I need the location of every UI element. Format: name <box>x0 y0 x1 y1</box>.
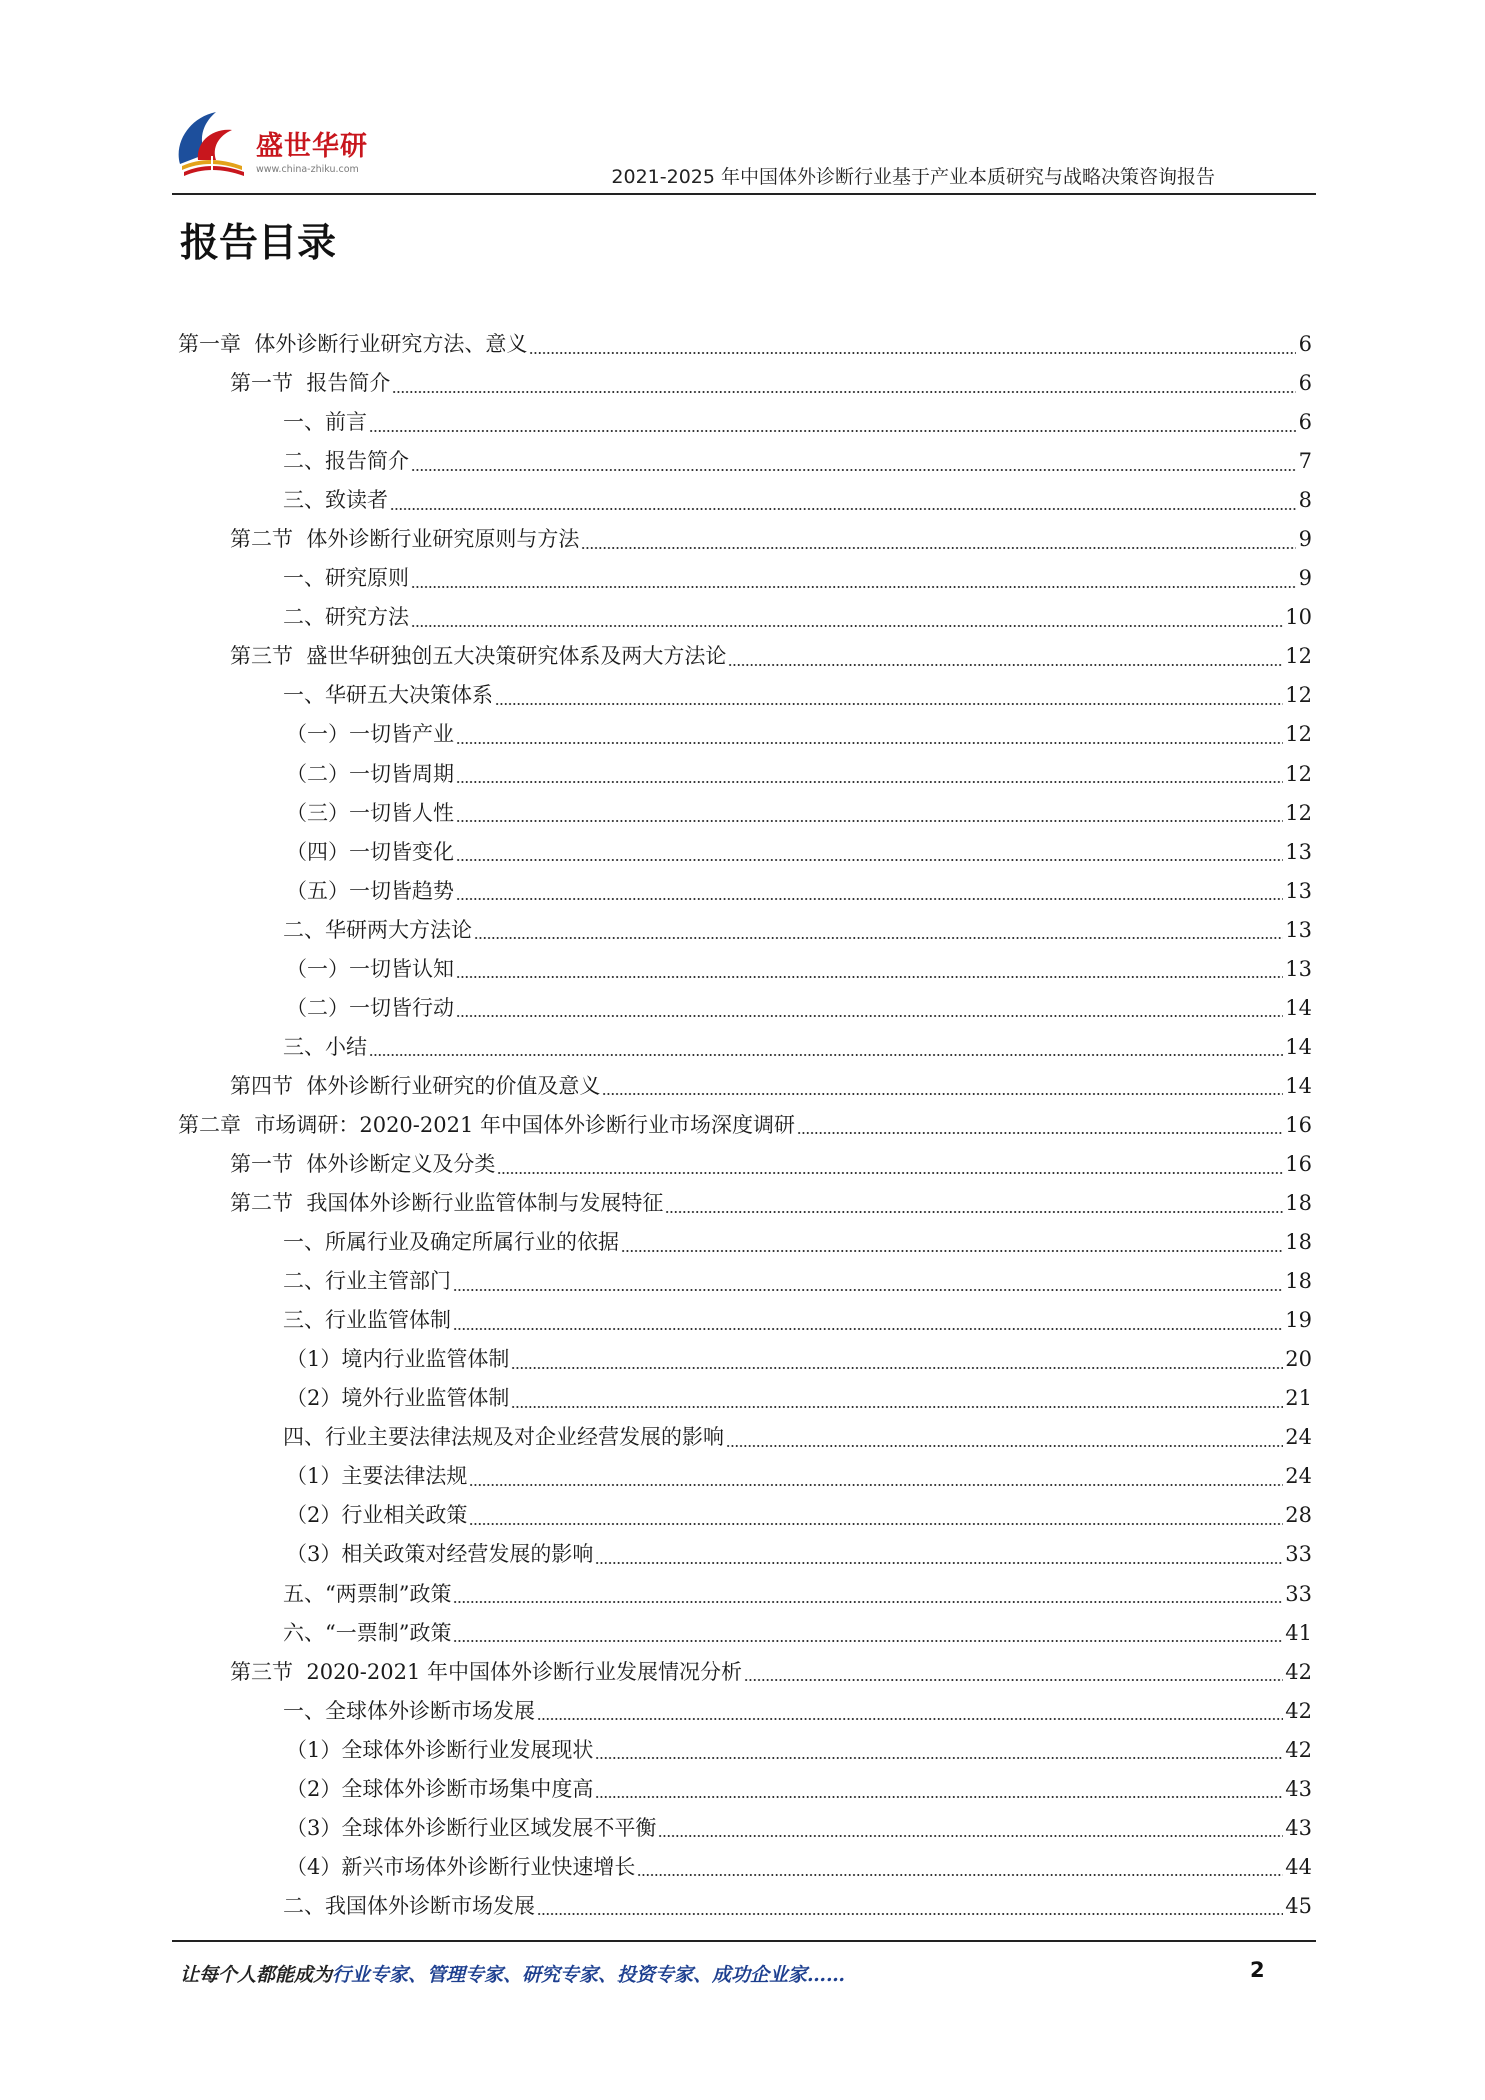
toc-entry-label: 第一章 体外诊断行业研究方法、意义 <box>178 332 528 357</box>
toc-entry-page: 21 <box>1285 1386 1312 1411</box>
toc-entry-label: 一、所属行业及确定所属行业的依据 <box>283 1230 619 1255</box>
toc-entry-page: 33 <box>1285 1581 1312 1606</box>
toc-dot-leader <box>621 1249 1283 1253</box>
toc-entry[interactable] <box>178 1379 1312 1418</box>
toc-entry-page: 8 <box>1298 488 1312 513</box>
toc-entry-page: 9 <box>1298 566 1312 591</box>
toc-entry-page: 20 <box>1285 1347 1312 1372</box>
toc-entry[interactable] <box>178 1614 1312 1653</box>
toc-entry[interactable] <box>178 1262 1312 1301</box>
toc-entry-page: 7 <box>1298 449 1312 474</box>
toc-dot-leader <box>369 1053 1283 1057</box>
toc-dot-leader <box>469 1522 1283 1526</box>
toc-dot-leader <box>456 1014 1283 1018</box>
toc-entry-label: 一、前言 <box>283 410 367 435</box>
toc-entry[interactable] <box>178 1223 1312 1262</box>
toc-entry[interactable] <box>178 520 1312 559</box>
toc-entry[interactable] <box>178 676 1312 715</box>
toc-entry[interactable] <box>178 1340 1312 1379</box>
toc-entry-page: 18 <box>1285 1191 1312 1216</box>
toc-entry-label: 五、“两票制”政策 <box>283 1581 452 1606</box>
toc-entry-label: （2）全球体外诊断市场集中度高 <box>286 1776 594 1801</box>
toc-entry-page: 12 <box>1285 800 1312 825</box>
toc-entry-label: （四）一切皆变化 <box>286 839 454 864</box>
toc-dot-leader <box>456 897 1283 901</box>
toc-entry-page: 14 <box>1285 995 1312 1020</box>
toc-entry[interactable] <box>178 1145 1312 1184</box>
toc-dot-leader <box>744 1678 1283 1682</box>
toc-entry-page: 33 <box>1285 1542 1312 1567</box>
toc-entry-page: 9 <box>1298 527 1312 552</box>
toc-entry-page: 16 <box>1285 1152 1312 1176</box>
toc-entry[interactable] <box>178 989 1312 1028</box>
toc-entry-label: 三、致读者 <box>283 488 388 513</box>
toc-dot-leader <box>529 351 1296 355</box>
toc-dot-leader <box>637 1873 1283 1877</box>
toc-entry-label: （1）全球体外诊断行业发展现状 <box>286 1737 594 1762</box>
toc-entry[interactable] <box>178 950 1312 989</box>
toc-entry-label: 第四节 体外诊断行业研究的价值及意义 <box>230 1073 601 1098</box>
toc-entry[interactable] <box>178 559 1312 598</box>
toc-dot-leader <box>537 1717 1283 1721</box>
toc-entry[interactable] <box>178 637 1312 676</box>
header-divider <box>172 193 1316 195</box>
toc-entry-label: （五）一切皆趋势 <box>286 878 454 903</box>
page-title: 报告目录 <box>180 221 337 266</box>
toc-entry-label: 一、全球体外诊断市场发展 <box>283 1698 535 1723</box>
toc-entry-page: 13 <box>1285 956 1312 981</box>
toc-entry-label: 第三节 盛世华研独创五大决策研究体系及两大方法论 <box>230 644 727 669</box>
toc-entry[interactable] <box>178 442 1312 481</box>
toc-dot-leader <box>658 1834 1283 1838</box>
toc-entry[interactable] <box>178 1692 1312 1731</box>
toc-dot-leader <box>369 429 1296 433</box>
toc-entry-page: 13 <box>1285 839 1312 864</box>
toc-entry[interactable] <box>178 403 1312 442</box>
toc-entry-label: （一）一切皆产业 <box>286 722 454 747</box>
toc-entry-page: 6 <box>1298 332 1312 357</box>
toc-entry-label: 第一节 体外诊断定义及分类 <box>230 1152 496 1176</box>
toc-dot-leader <box>595 1561 1283 1565</box>
toc-entry-page: 42 <box>1285 1659 1312 1684</box>
toc-entry[interactable] <box>178 1653 1312 1692</box>
toc-entry[interactable] <box>178 794 1312 833</box>
toc-entry-page: 6 <box>1298 371 1312 396</box>
toc-entry-label: （二）一切皆行动 <box>286 995 454 1020</box>
toc-entry-page: 45 <box>1285 1893 1312 1918</box>
toc-entry[interactable] <box>178 1848 1312 1887</box>
toc-dot-leader <box>456 858 1283 862</box>
toc-entry-label: 六、“一票制”政策 <box>283 1620 452 1645</box>
toc-entry-label: （二）一切皆周期 <box>286 761 454 786</box>
toc-dot-leader <box>456 780 1283 784</box>
table-of-contents <box>178 325 1312 1926</box>
toc-entry-page: 42 <box>1285 1698 1312 1723</box>
toc-entry[interactable] <box>178 1809 1312 1848</box>
footer-divider <box>172 1940 1316 1942</box>
toc-dot-leader <box>453 1288 1283 1292</box>
toc-dot-leader <box>497 1171 1283 1175</box>
toc-entry[interactable] <box>178 481 1312 520</box>
toc-entry[interactable] <box>178 1575 1312 1614</box>
toc-entry[interactable] <box>178 1731 1312 1770</box>
toc-entry-page: 18 <box>1285 1269 1312 1294</box>
toc-entry-page: 12 <box>1285 722 1312 747</box>
toc-entry[interactable] <box>178 1301 1312 1340</box>
toc-dot-leader <box>797 1131 1283 1135</box>
toc-dot-leader <box>511 1366 1283 1370</box>
toc-dot-leader <box>456 975 1283 979</box>
toc-entry[interactable] <box>178 1887 1312 1926</box>
toc-entry[interactable] <box>178 1418 1312 1457</box>
toc-dot-leader <box>456 819 1283 823</box>
toc-entry-label: （三）一切皆人性 <box>286 800 454 825</box>
toc-entry-label: （1）境内行业监管体制 <box>286 1347 510 1372</box>
toc-dot-leader <box>665 1210 1283 1214</box>
toc-entry-page: 14 <box>1285 1034 1312 1059</box>
toc-entry-page: 12 <box>1285 683 1312 708</box>
toc-entry-page: 24 <box>1285 1425 1312 1450</box>
toc-entry[interactable] <box>178 755 1312 794</box>
toc-entry-page: 12 <box>1285 761 1312 786</box>
toc-entry-label: 二、报告简介 <box>283 449 409 474</box>
toc-entry-page: 28 <box>1285 1503 1312 1528</box>
toc-entry-label: （3）全球体外诊断行业区域发展不平衡 <box>286 1815 657 1840</box>
page-number: 2 <box>1250 1958 1265 1982</box>
toc-entry-page: 42 <box>1285 1737 1312 1762</box>
toc-entry-page: 41 <box>1285 1620 1312 1645</box>
toc-entry[interactable] <box>178 1457 1312 1496</box>
toc-dot-leader <box>495 702 1283 706</box>
toc-entry-page: 43 <box>1285 1776 1312 1801</box>
toc-dot-leader <box>537 1912 1283 1916</box>
toc-entry-label: （2）行业相关政策 <box>286 1503 468 1528</box>
toc-entry-label: 一、研究原则 <box>283 566 409 591</box>
toc-dot-leader <box>392 390 1296 394</box>
toc-entry-label: （一）一切皆认知 <box>286 956 454 981</box>
toc-dot-leader <box>456 741 1283 745</box>
toc-entry-label: 二、华研两大方法论 <box>283 917 472 942</box>
toc-entry-page: 44 <box>1285 1854 1312 1879</box>
toc-entry-page: 12 <box>1285 644 1312 669</box>
toc-dot-leader <box>595 1756 1283 1760</box>
toc-entry-label: （4）新兴市场体外诊断行业快速增长 <box>286 1854 636 1879</box>
toc-entry[interactable] <box>178 598 1312 637</box>
toc-entry[interactable] <box>178 872 1312 911</box>
toc-entry[interactable] <box>178 1535 1312 1574</box>
toc-entry-label: 四、行业主要法律法规及对企业经营发展的影响 <box>283 1425 724 1450</box>
logo-brand-name: 盛世华研 <box>256 131 368 162</box>
toc-entry[interactable] <box>178 911 1312 950</box>
toc-entry[interactable] <box>178 1067 1312 1106</box>
toc-dot-leader <box>469 1483 1283 1487</box>
company-logo <box>172 104 382 184</box>
toc-entry-label: 第二节 我国体外诊断行业监管体制与发展特征 <box>230 1191 664 1216</box>
toc-entry-label: 第一节 报告简介 <box>230 371 391 396</box>
toc-entry[interactable] <box>178 1770 1312 1809</box>
toc-entry-label: 二、研究方法 <box>283 605 409 630</box>
toc-dot-leader <box>595 1795 1283 1799</box>
footer-slogan <box>180 1960 845 1987</box>
toc-entry-page: 19 <box>1285 1308 1312 1333</box>
toc-entry-label: 三、行业监管体制 <box>283 1308 451 1333</box>
toc-dot-leader <box>728 663 1283 667</box>
toc-entry[interactable] <box>178 1028 1312 1067</box>
page-header <box>0 0 1485 200</box>
toc-dot-leader <box>474 936 1283 940</box>
toc-entry-label: （2）境外行业监管体制 <box>286 1386 510 1411</box>
slogan-lead: 让每个人都能成为 <box>180 1964 333 1986</box>
toc-entry[interactable] <box>178 1106 1312 1145</box>
toc-entry[interactable] <box>178 1184 1312 1223</box>
toc-dot-leader <box>453 1327 1283 1331</box>
toc-entry-label: （3）相关政策对经营发展的影响 <box>286 1542 594 1567</box>
toc-dot-leader <box>726 1444 1283 1448</box>
toc-entry[interactable] <box>178 1496 1312 1535</box>
toc-dot-leader <box>411 468 1296 472</box>
toc-entry[interactable] <box>178 833 1312 872</box>
toc-entry-label: 三、小结 <box>283 1034 367 1059</box>
toc-dot-leader <box>581 546 1296 550</box>
toc-entry-label: 第三节 2020-2021 年中国体外诊断行业发展情况分析 <box>230 1659 743 1684</box>
toc-entry-label: （1）主要法律法规 <box>286 1464 468 1489</box>
toc-entry-label: 一、华研五大决策体系 <box>283 683 493 708</box>
toc-dot-leader <box>390 507 1296 511</box>
logo-emblem-icon <box>172 104 256 184</box>
toc-entry[interactable] <box>178 715 1312 754</box>
toc-entry-page: 6 <box>1298 410 1312 435</box>
toc-entry-page: 10 <box>1285 605 1312 630</box>
toc-entry-page: 13 <box>1285 917 1312 942</box>
report-title: 2021-2025 年中国体外诊断行业基于产业本质研究与战略决策咨询报告 <box>611 166 1215 188</box>
toc-entry-label: 第二章 市场调研：2020-2021 年中国体外诊断行业市场深度调研 <box>178 1112 796 1137</box>
toc-entry-label: 二、行业主管部门 <box>283 1269 451 1294</box>
toc-dot-leader <box>453 1639 1283 1643</box>
toc-entry[interactable] <box>178 364 1312 403</box>
toc-dot-leader <box>602 1092 1283 1096</box>
toc-entry-page: 43 <box>1285 1815 1312 1840</box>
toc-entry-page: 13 <box>1285 878 1312 903</box>
toc-entry[interactable] <box>178 325 1312 364</box>
toc-entry-page: 14 <box>1285 1073 1312 1098</box>
toc-entry-page: 24 <box>1285 1464 1312 1489</box>
slogan-highlight: 行业专家、管理专家、研究专家、投资专家、成功企业家…… <box>332 1964 846 1986</box>
toc-entry-label: 二、我国体外诊断市场发展 <box>283 1893 535 1918</box>
logo-website: www.china-zhiku.com <box>256 164 359 175</box>
toc-dot-leader <box>511 1405 1283 1409</box>
toc-entry-page: 18 <box>1285 1230 1312 1255</box>
toc-dot-leader <box>411 585 1296 589</box>
toc-dot-leader <box>411 624 1283 628</box>
toc-entry-page: 16 <box>1285 1112 1312 1137</box>
toc-dot-leader <box>453 1600 1283 1604</box>
toc-entry-label: 第二节 体外诊断行业研究原则与方法 <box>230 527 580 552</box>
